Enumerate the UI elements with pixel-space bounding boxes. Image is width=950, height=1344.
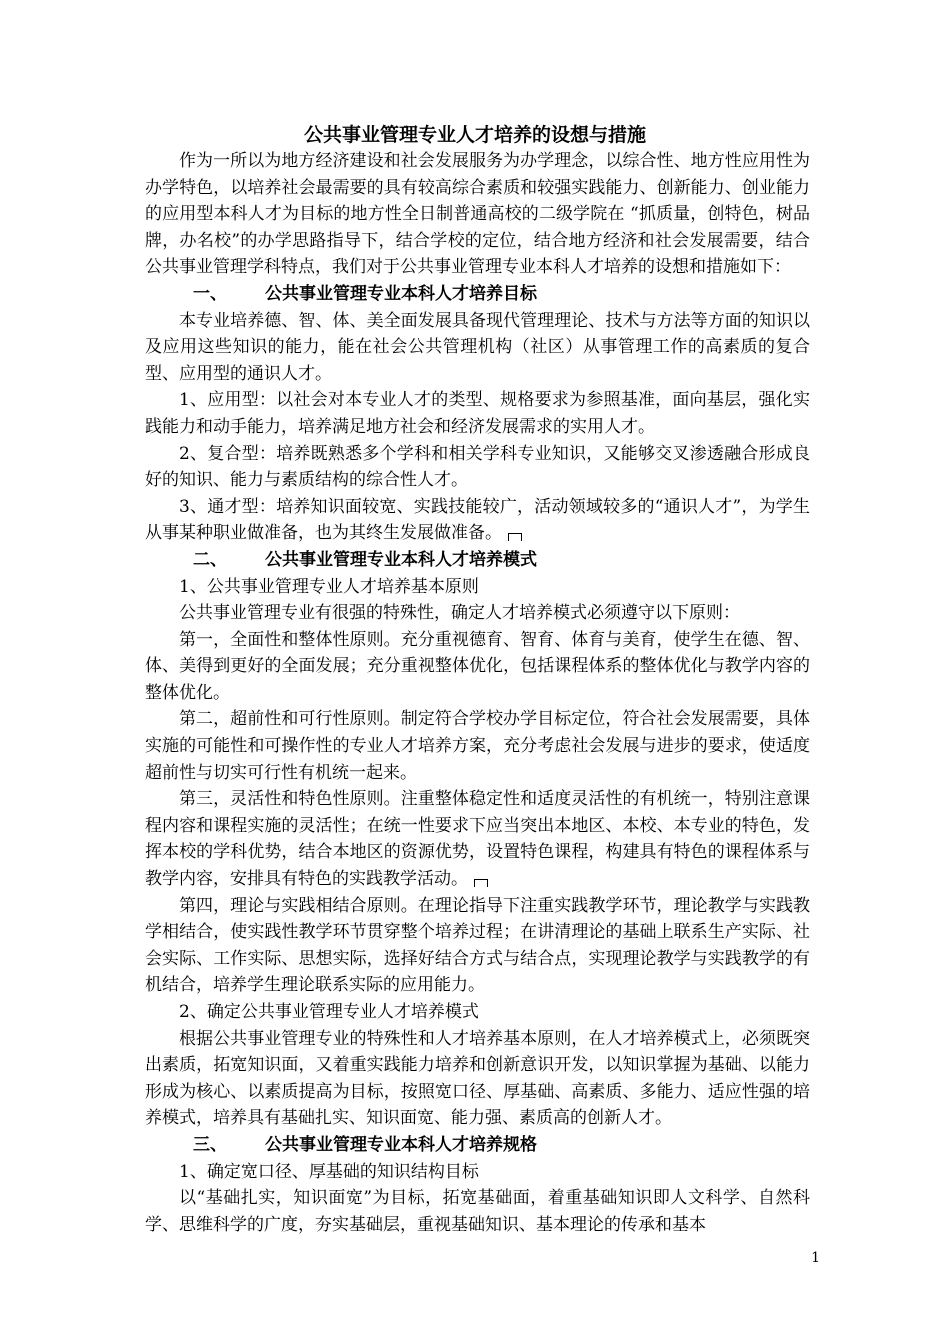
section-heading-3 [145,1132,810,1159]
paragraph-intro: 作为一所以为地方经济建设和社会发展服务为办学理念，以综合性、地方性应用性为办学特色，以培养社会最需要的具有较高综合素质和较强实践能力、创新能力、创业能力的应用型本科人才为目标的地方性全日制普通高校的二级学院在 “抓质量，创特色，树品牌，办名校”的办学思路指导下，结合学校的定位，结合地方经济和社会发展需要，结合公共事业管理学科特点，我们对于公共事业管理专业本科人才培养的设想和措施如下： [145,151,810,278]
paragraph: 1、应用型：以社会对本专业人才的类型、规格要求为参照基准，面向基层，强化实践能力和动手能力，培养满足地方社会和经济发展需求的实用人才。 [145,390,810,437]
document-body [145,148,810,1238]
section-heading-text: 公共事业管理专业本科人才培养模式 [265,549,537,570]
paragraph: 第一，全面性和整体性原则。充分重视德育、智育、体育与美育，使学生在德、智、体、美得到更好的全面发展；充分重视整体优化，包括课程体系的整体优化与教学内容的整体优化。 [145,629,810,703]
paragraph [145,494,810,547]
page-number: 1 [811,1250,820,1266]
paragraph: 2、复合型：培养既熟悉多个学科和相关学科专业知识，又能够交叉渗透融合形成良好的知识、能力与素质结构的综合性人才。 [145,443,810,491]
paragraph: 以“基础扎实，知识面宽”为目标，拓宽基础面，着重基础知识即人文科学、自然科学、思维科学的广度，夯实基础层，重视基础知识、基本理论的传承和基本 [145,1188,810,1235]
section-number: 三、 [193,1134,227,1155]
paragraph: 1、公共事业管理专业人才培养基本原则 [179,576,479,597]
paragraph-mark-icon [508,533,522,541]
paragraph: 根据公共事业管理专业的特殊性和人才培养基本原则，在人才培养模式上，必须既突出素质，拓宽知识面，又着重实践能力培养和创新意识开发，以知识掌握为基础、以能力形成为核心、以素质提高为目标，按照宽口径、厚基础、高素质、多能力、适应性强的培养模式，培养具有基础扎实、知识面宽、能力强、素质高的创新人才。 [145,1028,810,1129]
document-title: 公共事业管理专业人才培养的设想与措施 [303,124,646,146]
section-heading-1 [145,281,810,308]
paragraph: 第四，理论与实践相结合原则。在理论指导下注重实践教学环节，理论教学与实践教学相结合，使实践性教学环节贯穿整个培养过程；在讲清理论的基础上联系生产实际、社会实际、工作实际、思想实际，选择好结合方式与结合点，实现理论教学与实践教学的有机结合，培养学生理论联系实际的应用能力。 [145,895,810,996]
paragraph: 2、确定公共事业管理专业人才培养模式 [179,1002,479,1022]
paragraph: 第二，超前性和可行性原则。制定符合学校办学目标定位，符合社会发展需要，具体实施的可能性和可操作性的专业人才培养方案，充分考虑社会发展与进步的要求，使适度超前性与切实可行性有机统一起来。 [145,709,810,783]
paragraph: 公共事业管理专业有很强的特殊性，确定人才培养模式必须遵守以下原则： [179,603,740,624]
section-heading-text: 公共事业管理专业本科人才培养规格 [265,1134,537,1155]
paragraph: 本专业培养德、智、体、美全面发展具备现代管理理论、技术与方法等方面的知识以及应用这些知识的能力，能在社会公共管理机构（社区）从事管理工作的高素质的复合型、应用型的通识人才。 [145,310,810,384]
paragraph-text: 3、通才型：培养知识面较宽、实践技能较广，活动领域较多的“通识人才”，为学生从事某种职业做准备，也为其终生发展做准备。 [145,496,810,544]
paragraph [145,786,810,892]
paragraph-mark-icon [474,879,488,887]
section-heading-text: 公共事业管理专业本科人才培养目标 [265,283,537,304]
paragraph-text: 第三，灵活性和特色性原则。注重整体稳定性和适度灵活性的有机统一，特别注意课程内容和课程实施的灵活性；在统一性要求下应当突出本地区、本校、本专业的特色，发挥本校的学科优势，结合本地区的资源优势，设置特色课程，构建具有特色的课程体系与教学内容，安排具有特色的实践教学活动。 [145,789,810,890]
paragraph: 1、确定宽口径、厚基础的知识结构目标 [179,1161,479,1182]
section-number: 二、 [193,549,227,570]
section-heading-2 [145,547,810,574]
section-number: 一、 [193,283,227,304]
